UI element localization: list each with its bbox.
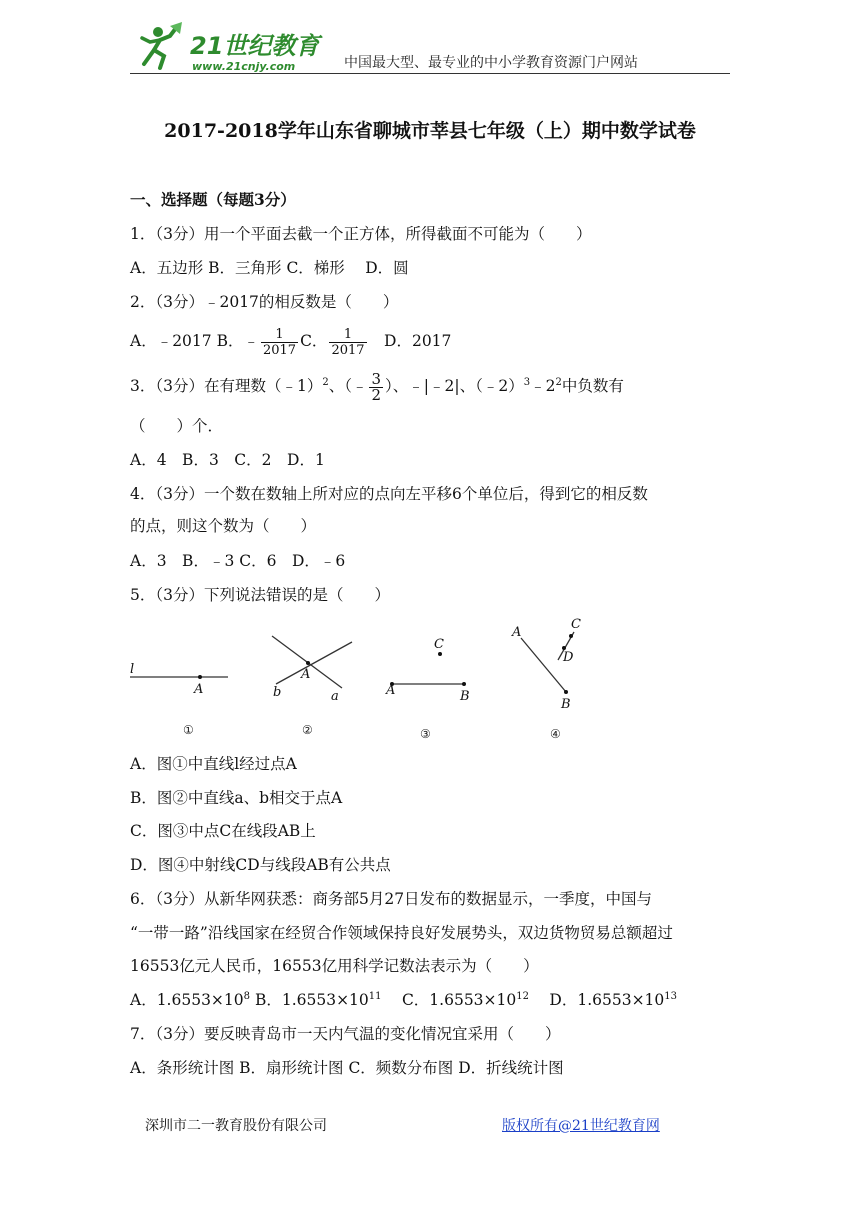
point-c-label: C — [434, 637, 444, 652]
logo-url: www.21cnjy.com — [192, 60, 296, 73]
fraction-denominator: 2017 — [331, 342, 365, 358]
q3-exponent: 3 — [523, 377, 531, 388]
q6-option-b: B．1.6553×10 — [250, 991, 369, 1009]
runner-icon — [142, 22, 182, 68]
figure-3 — [385, 637, 470, 741]
q5-option-d: D．图④中射线CD与线段AB有公共点 — [130, 856, 391, 874]
fraction-numerator: 1 — [343, 326, 353, 342]
q6-option-c: C．1.6553×10 — [381, 991, 517, 1009]
q3-fraction — [369, 369, 383, 404]
q2-option-a: A．﹣2017 B．﹣ — [130, 332, 259, 350]
q2-option-d: D．2017 — [368, 332, 452, 350]
point-d-label: D — [563, 650, 574, 665]
q6-stem-3: 16553亿元人民币，16553亿用科学记数法表示为（ ） — [130, 957, 539, 975]
q7-stem: 7．（3分）要反映青岛市一天内气温的变化情况宜采用（ ） — [130, 1025, 561, 1043]
q6-exponent: 8 — [243, 991, 251, 1002]
q4-stem-continued: 的点，则这个数为（ ） — [130, 517, 317, 535]
q5-figures — [128, 616, 598, 746]
figure-number: ① — [183, 723, 194, 737]
q5-option-b: B．图②中直线a、b相交于点A — [130, 789, 343, 807]
section-heading: 一、选择题（每题3分） — [130, 190, 296, 209]
line-l-label: l — [130, 662, 135, 677]
line-a-label: a — [331, 689, 339, 704]
q5-stem: 5．（3分）下列说法错误的是（ ） — [130, 586, 390, 604]
header-slogan: 中国最大型、最专业的中小学教育资源门户网站 — [344, 55, 638, 71]
q6-exponent: 12 — [516, 991, 529, 1002]
point-b-label: B — [460, 689, 470, 704]
q4-options: A．3 B．﹣3 C．6 D．﹣6 — [130, 552, 346, 570]
page-header — [130, 20, 730, 76]
q6-option-d: D．1.6553×10 — [528, 991, 665, 1009]
q1-options: A．五边形 B．三角形 C．梯形 D．圆 — [130, 259, 409, 277]
q5-option-c: C．图③中点C在线段AB上 — [130, 822, 316, 840]
q3-stem-continued: （ ）个． — [130, 417, 224, 435]
fraction-numerator: 1 — [275, 326, 284, 342]
q2-option-c: C． — [300, 332, 328, 350]
fraction-numerator: 3 — [371, 369, 382, 388]
q6-exponent: 11 — [368, 991, 382, 1002]
q6-exponent: 13 — [664, 991, 678, 1002]
q3-stem — [130, 366, 624, 406]
q2-fraction-c — [329, 327, 366, 358]
point-a-dot — [198, 675, 202, 679]
q3-exponent: 2 — [555, 377, 562, 388]
q6-options — [130, 990, 677, 1010]
point-a-label: A — [386, 683, 396, 698]
point-a-label: A — [301, 667, 311, 682]
point-a-label: A — [512, 625, 522, 640]
fraction-denominator: 2017 — [262, 342, 297, 358]
q6-stem: 6．（3分）从新华网获悉：商务部5月27日发布的数据显示，一季度，中国与 — [130, 890, 653, 908]
point-a-dot — [306, 661, 310, 665]
q3-text-2: 、（﹣ — [328, 377, 368, 395]
point-c-label: C — [571, 617, 581, 632]
figure-4 — [511, 617, 581, 741]
q5-option-a: A．图①中直线l经过点A — [130, 755, 297, 773]
figure-number: ② — [302, 723, 313, 737]
footer-copyright-link[interactable]: 版权所有@21世纪教育网 — [502, 1118, 660, 1134]
figure-number: ④ — [550, 727, 561, 741]
point-a-label: A — [194, 682, 204, 697]
point-b-label: B — [561, 697, 571, 712]
q1-stem: 1．（3分）用一个平面去截一个正方体，所得截面不可能为（ ） — [130, 225, 592, 243]
q3-text-5: 中负数有 — [561, 377, 624, 395]
q4-stem: 4．（3分）一个数在数轴上所对应的点向左平移6个单位后，得到它的相反数 — [130, 485, 648, 503]
q2-options — [130, 322, 451, 360]
q2-stem: 2．（3分）﹣2017的相反数是（ ） — [130, 293, 399, 311]
page-title: 2017-2018学年山东省聊城市莘县七年级（上）期中数学试卷 — [164, 120, 696, 142]
site-logo — [130, 20, 340, 74]
q3-options: A．4 B．3 C．2 D．1 — [130, 451, 325, 469]
q2-fraction-b — [261, 327, 298, 358]
q3-text-4: ﹣2 — [530, 377, 556, 395]
q3-text-3: ）、﹣|﹣2|、（﹣2） — [385, 377, 524, 395]
footer-company: 深圳市二一教育股份有限公司 — [145, 1118, 327, 1134]
logo-text: 21世纪教育 — [190, 32, 320, 60]
line-b-label: b — [273, 685, 282, 700]
header-divider — [130, 73, 730, 74]
q3-text-1: 3．（3分）在有理数（﹣1） — [130, 377, 323, 395]
figure-2 — [272, 636, 352, 737]
figure-1 — [130, 662, 228, 737]
q3-exponent: 2 — [322, 377, 329, 388]
q6-stem-2: “一带一路”沿线国家在经贸合作领域保持良好发展势头，双边货物贸易总额超过 — [130, 924, 673, 942]
q6-option-a: A．1.6553×10 — [130, 991, 244, 1009]
q7-options: A．条形统计图 B．扇形统计图 C．频数分布图 D．折线统计图 — [130, 1059, 564, 1077]
fraction-denominator: 2 — [371, 385, 382, 404]
figure-number: ③ — [420, 727, 431, 741]
